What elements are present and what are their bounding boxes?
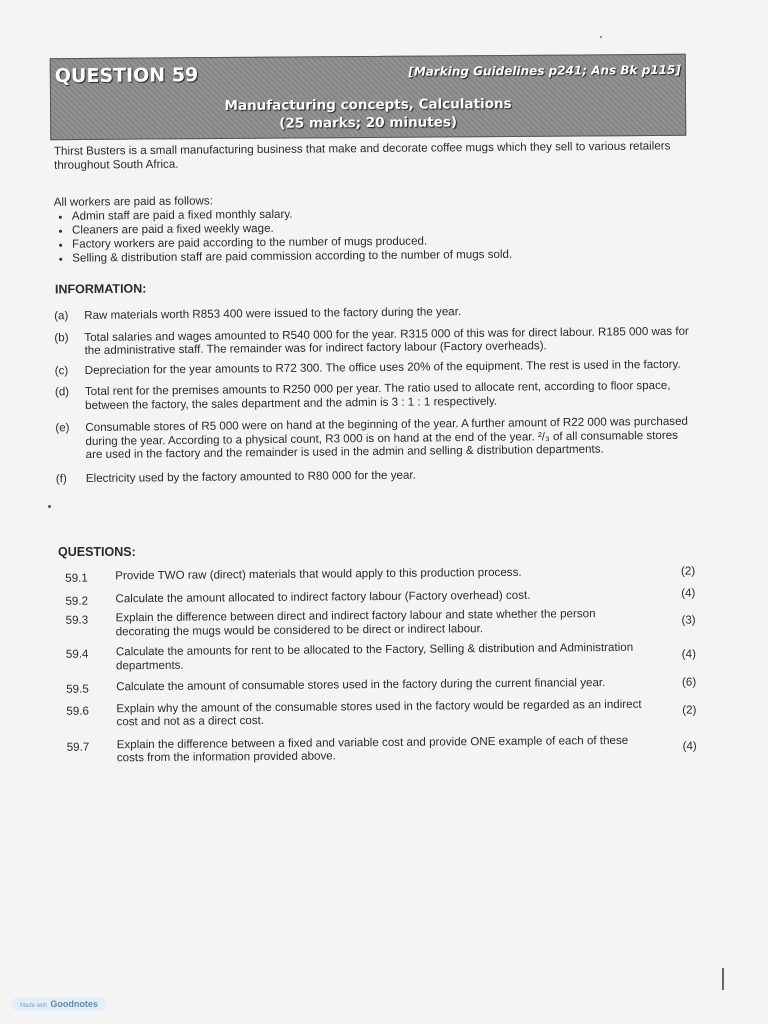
question-marks: (3) (681, 613, 696, 627)
question-number: 59.3 (65, 613, 89, 627)
question-text: Explain why the amount of the consumable stores used in the factory would be regarded as an indirect cost and not as a direct cost. (116, 697, 642, 729)
information-list (54, 303, 692, 486)
information-item-text: Total salaries and wages amounted to R540 000 for the year. R315 000 of this was for direct labour. R185 000 was for the administrative staff. The remainder was for indirect factory labour (Factory overheads). (84, 324, 689, 358)
watermark-brand: Goodnotes (50, 999, 98, 1009)
payment-item: • Factory workers are paid according to the number of mugs produced. (72, 232, 694, 251)
question-number: 59.6 (66, 704, 90, 718)
question-marks: (4) (682, 739, 697, 753)
question-marks: (2) (680, 564, 696, 578)
question-number: 59.7 (66, 740, 90, 754)
question-number: 59.4 (65, 647, 89, 661)
question-text: Calculate the amounts for rent to be allocated to the Factory, Selling & distribution and Administration departments. (115, 640, 634, 672)
information-item-label: (a) (54, 309, 69, 323)
information-item-text: Consumable stores of R5 000 were on hand at the beginning of the year. A further amount of R22 000 was purchased during the year. According to a physical count, R3 000 is on hand at the end of the year. ²/₃ of all consumable stores are used in the factory and the remainder is used in the admin and selling & distribution departments. (85, 414, 688, 462)
question-marks: (4) (681, 647, 696, 661)
question-text: Explain the difference between a fixed and variable cost and provide ONE example of each of these costs from the information provided above. (116, 733, 629, 765)
question-header-banner (50, 54, 687, 140)
question-number: 59.2 (65, 594, 89, 608)
question-text: Explain the difference between direct and indirect factory labour and state whether the person decorating the mugs would be considered to be direct or indirect labour. (115, 607, 596, 638)
information-item-label: (b) (54, 330, 69, 344)
question-number: 59.5 (66, 682, 89, 696)
question-row (67, 733, 697, 765)
question-marks: (4) (681, 586, 696, 600)
marking-reference: [Marking Guidelines p241; Ans Bk p115] (408, 62, 681, 79)
information-item (54, 324, 690, 358)
information-item (56, 465, 692, 485)
information-heading: INFORMATION: (54, 281, 147, 297)
information-item-text: Electricity used by the factory amounted to R80 000 for the year. (85, 468, 416, 485)
information-item-text: Total rent for the premises amounts to R250 000 per year. The ratio used to allocate rent, according to floor space, between the factory, the sales department and the admin is 3 : 1 : 1 respectively. (84, 378, 671, 412)
question-text: Calculate the amount of consumable stores used in the factory during the current financial year. (116, 676, 606, 694)
question-marks: (6) (681, 675, 697, 689)
payment-list (54, 204, 694, 266)
payment-item: • Selling & distribution staff are paid commission according to the number of mugs sold. (72, 246, 694, 265)
information-item-label: (c) (54, 363, 69, 377)
information-item-text: Raw materials worth R853 400 were issued to the factory during the year. (84, 305, 462, 323)
question-row (66, 675, 696, 694)
question-row (66, 697, 696, 729)
pen-mark (722, 968, 724, 990)
information-item (55, 379, 691, 413)
question-marks-time: (25 marks; 20 minutes) (279, 114, 458, 132)
payment-lead: All workers are paid as follows: (53, 194, 213, 209)
information-item (55, 415, 691, 462)
goodnotes-watermark (12, 997, 106, 1011)
payment-section (54, 190, 695, 266)
information-item-label: (f) (55, 471, 67, 485)
intro-paragraph: Thirst Busters is a small manufacturing business that make and decorate coffee mugs which they sell to various retailers throughout South Africa. (53, 139, 671, 172)
speck-mark (600, 36, 602, 38)
information-item-label: (d) (54, 385, 70, 399)
payment-item: • Admin staff are paid a fixed monthly salary. (72, 204, 694, 223)
question-text: Provide TWO raw (direct) materials that would apply to this production process. (115, 565, 522, 583)
question-row (65, 564, 695, 583)
information-item-text: Depreciation for the year amounts to R72 300. The office uses 20% of the equipment. The rest is used in the factory. (84, 357, 681, 377)
question-text: Calculate the amount allocated to indirect factory labour (Factory overhead) cost. (115, 588, 531, 605)
question-topic: Manufacturing concepts, Calculations (224, 95, 512, 115)
information-item-label: (e) (55, 421, 70, 435)
question-row (66, 606, 696, 638)
information-item (55, 357, 691, 377)
question-title: QUESTION 59 (54, 64, 199, 88)
question-marks: (2) (682, 703, 697, 717)
questions-heading: QUESTIONS: (58, 545, 136, 559)
question-row (66, 640, 696, 672)
information-item (54, 303, 690, 323)
question-number: 59.1 (65, 571, 88, 585)
payment-item: • Cleaners are paid a fixed weekly wage. (72, 218, 694, 237)
question-row (65, 587, 695, 606)
speck-mark (48, 505, 51, 508)
questions-list (65, 564, 697, 765)
watermark-made-with: Made with (20, 1003, 48, 1009)
